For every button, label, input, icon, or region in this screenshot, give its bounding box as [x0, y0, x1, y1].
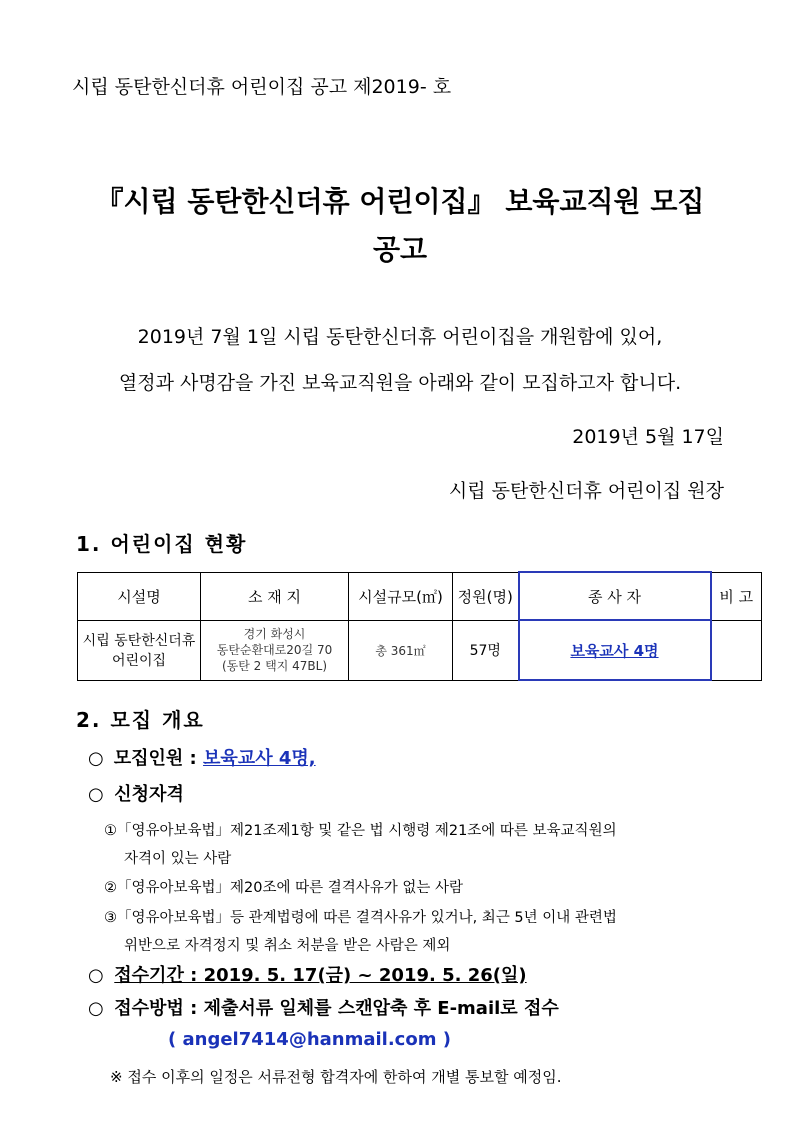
contact-email: ( angel7414@hanmail.com ): [168, 1029, 451, 1050]
cell-location: [201, 620, 349, 680]
notice-date: 2019년 5월 17일: [572, 426, 724, 448]
location-line-1: 경기 화성시: [243, 627, 306, 641]
qualification-label: 신청자격: [114, 784, 184, 805]
intro-line-2: 열정과 사명감을 가진 보육교직원을 아래와 같이 모집하고자 합니다.: [118, 372, 682, 394]
intro-line-1: 2019년 7월 1일 시립 동탄한신더휴 어린이집을 개원함에 있어,: [137, 326, 663, 348]
notice-number: 시립 동탄한신더휴 어린이집 공고 제2019- 호: [72, 76, 452, 98]
qualification-item-1: ①「영유아보육법」제21조제1항 및 같은 법 시행령 제21조에 따른 보육교직원의: [104, 823, 617, 839]
footnote: ※ 접수 이후의 일정은 서류전형 합격자에 한하여 개별 통보할 예정임.: [110, 1068, 562, 1086]
header-staff: 종 사 자: [519, 572, 711, 620]
qualification-item-2: ②「영유아보육법」제20조에 따른 결격사유가 없는 사람: [104, 880, 464, 896]
section-heading-status: 1. 어린이집 현황: [76, 532, 248, 556]
recruit-label: 모집인원 :: [113, 748, 204, 769]
page-title-line2: 공고: [372, 233, 428, 266]
cell-facility-size: 총 361㎡: [349, 620, 453, 680]
qualification-heading: [88, 780, 184, 806]
location-line-2: 동탄순환대로20길 70: [216, 643, 333, 657]
application-method-line: [88, 994, 559, 1020]
cell-note: [711, 620, 762, 680]
header-capacity: 정원(명): [453, 572, 519, 620]
header-facility-name: 시설명: [78, 572, 201, 620]
qualification-item-3: ③「영유아보육법」등 관계법령에 따른 결격사유가 있거나, 최근 5년 이내 관련법: [104, 910, 617, 926]
qualification-item-1-cont: 자격이 있는 사람: [124, 851, 232, 867]
qualification-item-3-cont: 위반으로 자격정지 및 취소 처분을 받은 사람은 제외: [124, 938, 451, 954]
header-note: 비 고: [711, 572, 762, 620]
bullet-icon: ○: [88, 965, 104, 986]
table-row: [78, 620, 762, 680]
page-title: 『시립 동탄한신더휴 어린이집』 보육교직원 모집: [95, 185, 705, 218]
section-heading-recruit: 2. 모집 개요: [76, 708, 205, 732]
recruit-count-line: [88, 744, 316, 770]
recruit-value: 보육교사 4명,: [203, 748, 316, 769]
bullet-icon: ○: [88, 784, 104, 805]
facility-status-table: [77, 571, 762, 681]
location-line-3: (동탄 2 택지 47BL): [222, 659, 327, 673]
header-facility-size: 시설규모(㎡): [349, 572, 453, 620]
cell-staff: [519, 620, 711, 680]
application-period: 접수기간 : 2019. 5. 17(금) ~ 2019. 5. 26(일): [114, 965, 527, 986]
cell-facility-name: 시립 동탄한신더휴 어린이집: [78, 620, 201, 680]
bullet-icon: ○: [88, 748, 104, 769]
bullet-icon: ○: [88, 998, 104, 1019]
application-method: 접수방법 : 제출서류 일체를 스캔압축 후 E-mail로 접수: [114, 998, 559, 1019]
cell-capacity: 57명: [453, 620, 519, 680]
staff-value: 보육교사 4명: [570, 641, 659, 660]
header-location: 소 재 지: [201, 572, 349, 620]
application-period-line: [88, 961, 527, 987]
director-signature: 시립 동탄한신더휴 어린이집 원장: [448, 480, 724, 502]
table-header-row: [78, 572, 762, 620]
